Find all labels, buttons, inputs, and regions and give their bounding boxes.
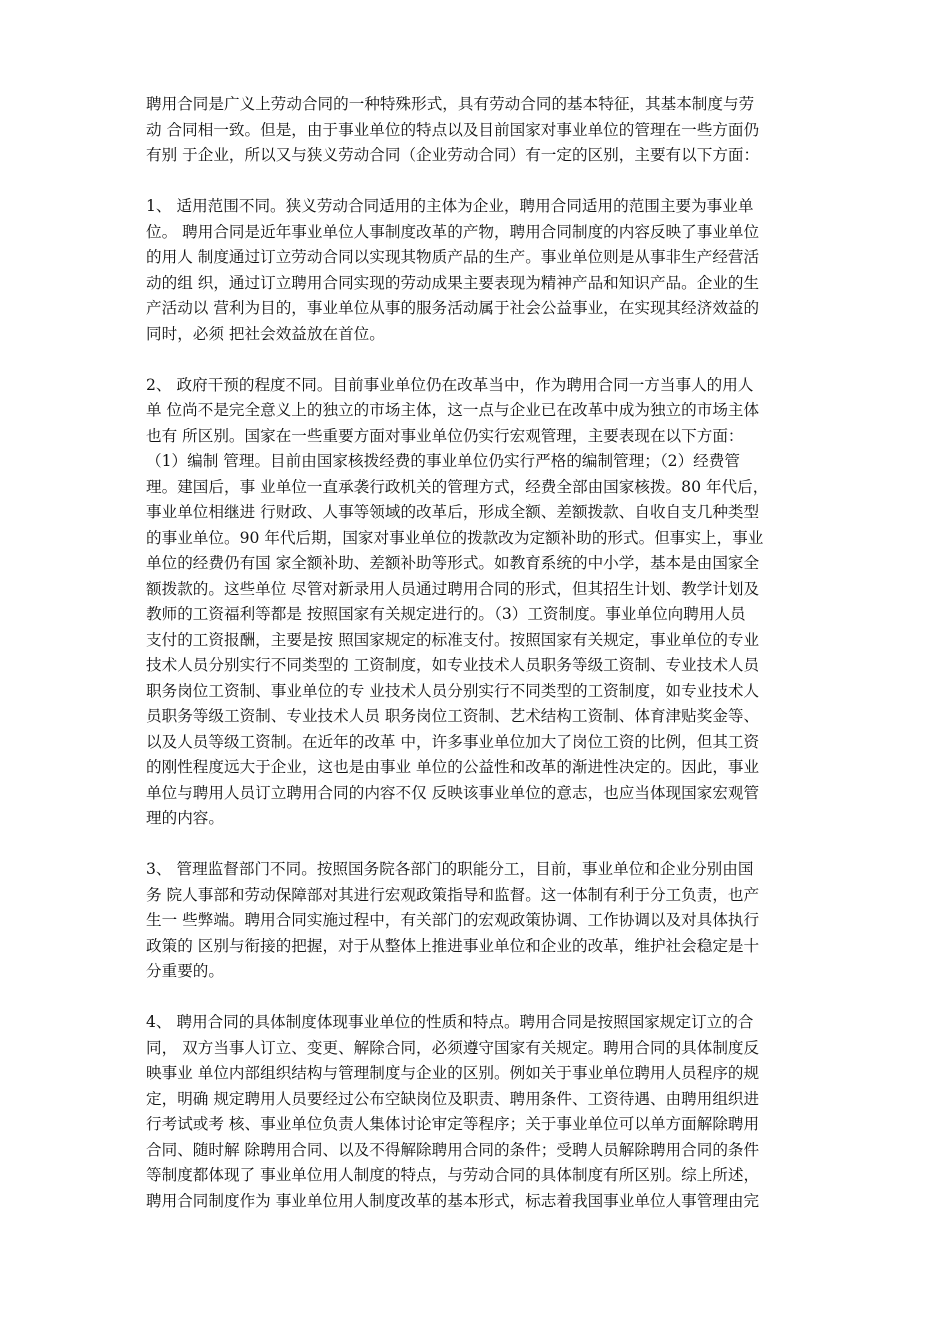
text-line: 行考试或考 核、事业单位负责人集体讨论审定等程序；关于事业单位可以单方面解除聘用	[146, 1115, 760, 1133]
text-line: 的用人 制度通过订立劳动合同以实现其物质产品的生产。事业单位则是从事非生产经营活	[146, 248, 760, 266]
paragraph-point-2	[146, 373, 822, 832]
text-line: 动 合同相一致。但是，由于事业单位的特点以及目前国家对事业单位的管理在一些方面仍	[146, 120, 760, 139]
text-line: 的刚性程度远大于企业，这也是由事业 单位的公益性和改革的渐进性决定的。因此，事业	[146, 758, 760, 776]
text-line: 单位的经费仍有国 家全额补助、差额补助等形式。如教育系统的中小学，基本是由国家全	[146, 554, 760, 572]
text-line: 聘用合同制度作为 事业单位用人制度改革的基本形式，标志着我国事业单位人事管理由完	[146, 1191, 760, 1210]
paragraph-intro	[146, 92, 822, 169]
paragraph-spacer	[146, 832, 822, 858]
text-line: 生一 些弊端。聘用合同实施过程中，有关部门的宏观政策协调、工作协调以及对具体执行	[146, 911, 760, 929]
text-line: 员职务等级工资制、专业技术人员 职务岗位工资制、艺术结构工资制、体育津贴奖金等、	[146, 707, 760, 725]
text-line: 也有 所区别。国家在一些重要方面对事业单位仍实行宏观管理，主要表现在以下方面：	[146, 426, 744, 445]
text-line: 理。建国后，事 业单位一直承袭行政机关的管理方式，经费全部由国家核拨。80 年代后，	[146, 477, 769, 496]
text-line: 合同、随时解 除聘用合同、以及不得解除聘用合同的条件；受聘人员解除聘用合同的条件	[146, 1140, 760, 1159]
text-line: 产活动以 营利为目的，事业单位从事的服务活动属于社会公益事业，在实现其经济效益的	[146, 299, 760, 317]
text-line: 定，明确 规定聘用人员要经过公布空缺岗位及职责、聘用条件、工资待遇、由聘用组织进	[146, 1089, 760, 1108]
text-line: 同时，必须 把社会效益放在首位。	[146, 324, 385, 343]
text-line: 单位与聘用人员订立聘用合同的内容不仅 反映该事业单位的意志，也应当体现国家宏观管	[146, 783, 760, 802]
text-line: 等制度都体现了 事业单位用人制度的特点，与劳动合同的具体制度有所区别。综上所述，	[146, 1166, 760, 1184]
text-line: 的事业单位。90 年代后期，国家对事业单位的拨款改为定额补助的形式。但事实上，事业	[146, 528, 764, 547]
text-line: 有别 于企业，所以又与狭义劳动合同（企业劳动合同）有一定的区别，主要有以下方面：	[146, 146, 760, 164]
text-line: 理的内容。	[146, 809, 224, 827]
text-line: 同， 双方当事人订立、变更、解除合同，必须遵守国家有关规定。聘用合同的具体制度反	[146, 1038, 760, 1057]
text-line: 单 位尚不是完全意义上的独立的市场主体，这一点与企业已在改革中成为独立的市场主体	[146, 401, 760, 419]
text-line: 1、 适用范围不同。狭义劳动合同适用的主体为企业，聘用合同适用的范围主要为事业单	[146, 197, 754, 215]
text-line: 2、 政府干预的程度不同。目前事业单位仍在改革当中，作为聘用合同一方当事人的用人	[146, 375, 754, 394]
paragraph-point-4	[146, 1010, 822, 1214]
text-line: 政策的 区别与衔接的把握，对于从整体上推进事业单位和企业的改革，维护社会稳定是十	[146, 936, 760, 955]
paragraph-spacer	[146, 347, 822, 373]
text-line: 动的组 织，通过订立聘用合同实现的劳动成果主要表现为精神产品和知识产品。企业的生	[146, 273, 760, 292]
document-body	[146, 92, 822, 1214]
paragraph-spacer	[146, 169, 822, 195]
text-line: 教师的工资福利等都是 按照国家有关规定进行的。（3）工资制度。事业单位向聘用人员	[146, 605, 746, 623]
text-line: 聘用合同是广义上劳动合同的一种特殊形式，具有劳动合同的基本特征，其基本制度与劳	[146, 95, 755, 113]
text-line: （1）编制 管理。目前由国家核拨经费的事业单位仍实行严格的编制管理；（2）经费管	[146, 452, 740, 470]
text-line: 映事业 单位内部组织结构与管理制度与企业的区别。例如关于事业单位聘用人员程序的规	[146, 1064, 760, 1082]
paragraph-point-1	[146, 194, 822, 347]
text-line: 事业单位相继进 行财政、人事等领域的改革后，形成全额、差额拨款、自收自支几种类型	[146, 503, 760, 521]
text-line: 职务岗位工资制、事业单位的专 业技术人员分别实行不同类型的工资制度，如专业技术人	[146, 681, 760, 700]
paragraph-point-3	[146, 857, 822, 985]
text-line: 分重要的。	[146, 962, 224, 980]
text-line: 额拨款的。这些单位 尽管对新录用人员通过聘用合同的形式，但其招生计划、教学计划及	[146, 579, 760, 598]
text-line: 3、 管理监督部门不同。按照国务院各部门的职能分工，目前，事业单位和企业分别由国	[146, 860, 754, 878]
paragraph-spacer	[146, 985, 822, 1011]
text-line: 务 院人事部和劳动保障部对其进行宏观政策指导和监督。这一体制有利于分工负责，也产	[146, 885, 760, 904]
text-line: 以及人员等级工资制。在近年的改革 中，许多事业单位加大了岗位工资的比例，但其工资	[146, 732, 760, 751]
text-line: 4、 聘用合同的具体制度体现事业单位的性质和特点。聘用合同是按照国家规定订立的合	[146, 1013, 754, 1031]
text-line: 位。 聘用合同是近年事业单位人事制度改革的产物，聘用合同制度的内容反映了事业单位	[146, 222, 760, 241]
text-line: 技术人员分别实行不同类型的 工资制度，如专业技术人员职务等级工资制、专业技术人员	[146, 656, 760, 674]
text-line: 支付的工资报酬，主要是按 照国家规定的标准支付。按照国家有关规定，事业单位的专业	[146, 630, 760, 649]
